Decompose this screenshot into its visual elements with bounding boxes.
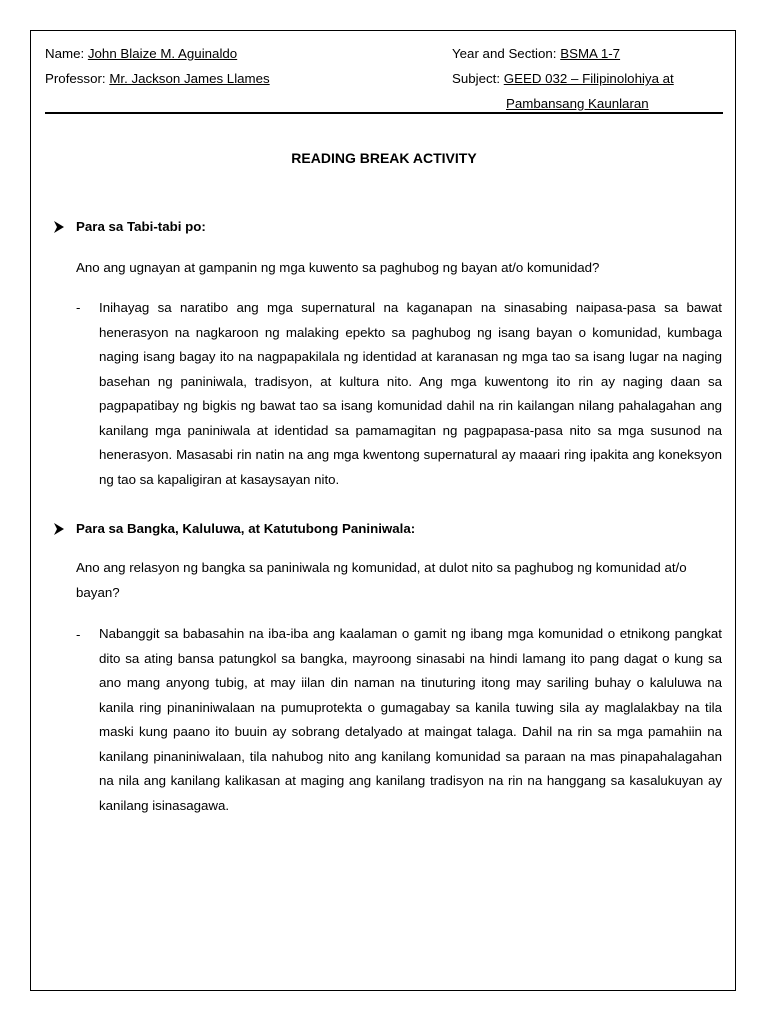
header-divider: [45, 112, 723, 114]
subject-label: Subject:: [452, 71, 501, 86]
answer-dash: -: [76, 300, 81, 315]
professor-label: Professor:: [45, 71, 106, 86]
arrow-bullet-icon: [52, 220, 66, 234]
professor-value: Mr. Jackson James Llames: [109, 71, 270, 86]
arrow-bullet-icon: [52, 522, 66, 536]
subject-value-line2: Pambansang Kaunlaran: [506, 96, 649, 111]
answer-2: Nabanggit sa babasahin na iba-iba ang kaalaman o gamit ng ibang mga komunidad o etnikong pangkat dito sa ating bansa patungkol sa bangka, mayroong sinasabi na hindi lamang ito pang dagat o kung sa ano mang anyong tubig, at may iilan din naman na tinuturing itong may sariling buhay o kaluluwa na kanila ring pinaniniwalaan na pumuprotekta o gumagabay sa kanila tuwing sila ay maglalakbay na tila maski kung paano ito buuin ay sobrang detalyado at maingat talaga. Dahil na rin sa mga pamahiin na kanilang pinaniniwalaan, tila nahubog nito ang kanilang komunidad sa paraan na mas pinapahalagahan na nila ang kanilang kalikasan at maging ang kanilang tradisyon na rin na hanggang sa kasalukuyan ay kanilang isinasagawa.: [99, 626, 722, 813]
page-title: READING BREAK ACTIVITY: [291, 150, 477, 166]
section-heading-tabi-tabi: Para sa Tabi-tabi po:: [76, 219, 206, 234]
section-heading-bangka: Para sa Bangka, Kaluluwa, at Katutubong Paniniwala:: [76, 521, 416, 536]
answer-1: Inihayag sa naratibo ang mga supernatural na kaganapan na sinasabing naipasa-pasa sa bawat henerasyon na nagkaroon ng malaking epekto sa paghubog ng isang bayan o komunidad, kumbaga naging isang bagay ito na nagpapakilala ng identidad at karanasan ng mga tao sa isang lugar na naging basehan ng paniniwala, tradisyon, at kultura nito. Ang mga kuwentong ito rin ay naging daan sa pagpapatibay ng bigkis ng bawat tao sa isang komunidad dahil na rin kailangan nilang pahalagahan ang kanilang mga paniniwala at identidad sa pamamagitan ng pagpapasa-pasa nito sa mga susunod na henerasyon. Masasabi rin natin na ang mga kwentong supernatural ay maaari ring ipakita ang koneksyon ng tao sa kapaligiran at kasaysayan nito.: [99, 300, 722, 487]
subject: [452, 71, 674, 87]
year-label: Year and Section:: [452, 46, 557, 61]
subject-value-line1: GEED 032 – Filipinolohiya at: [503, 71, 674, 86]
question-2: Ano ang relasyon ng bangka sa paniniwala ng komunidad, at dulot nito sa paghubog ng komunidad at/o bayan?: [76, 560, 687, 600]
page-border: [30, 30, 736, 991]
name-value: John Blaize M. Aguinaldo: [87, 46, 238, 61]
name-label: Name:: [45, 46, 85, 61]
answer-dash: -: [76, 627, 81, 642]
question-1: Ano ang ugnayan at gampanin ng mga kuwento sa paghubog ng bayan at/o komunidad?: [76, 260, 600, 275]
year-section: [452, 46, 620, 62]
year-value: BSMA 1-7: [560, 46, 621, 61]
professor-name: [45, 71, 270, 87]
student-name: [45, 46, 237, 62]
